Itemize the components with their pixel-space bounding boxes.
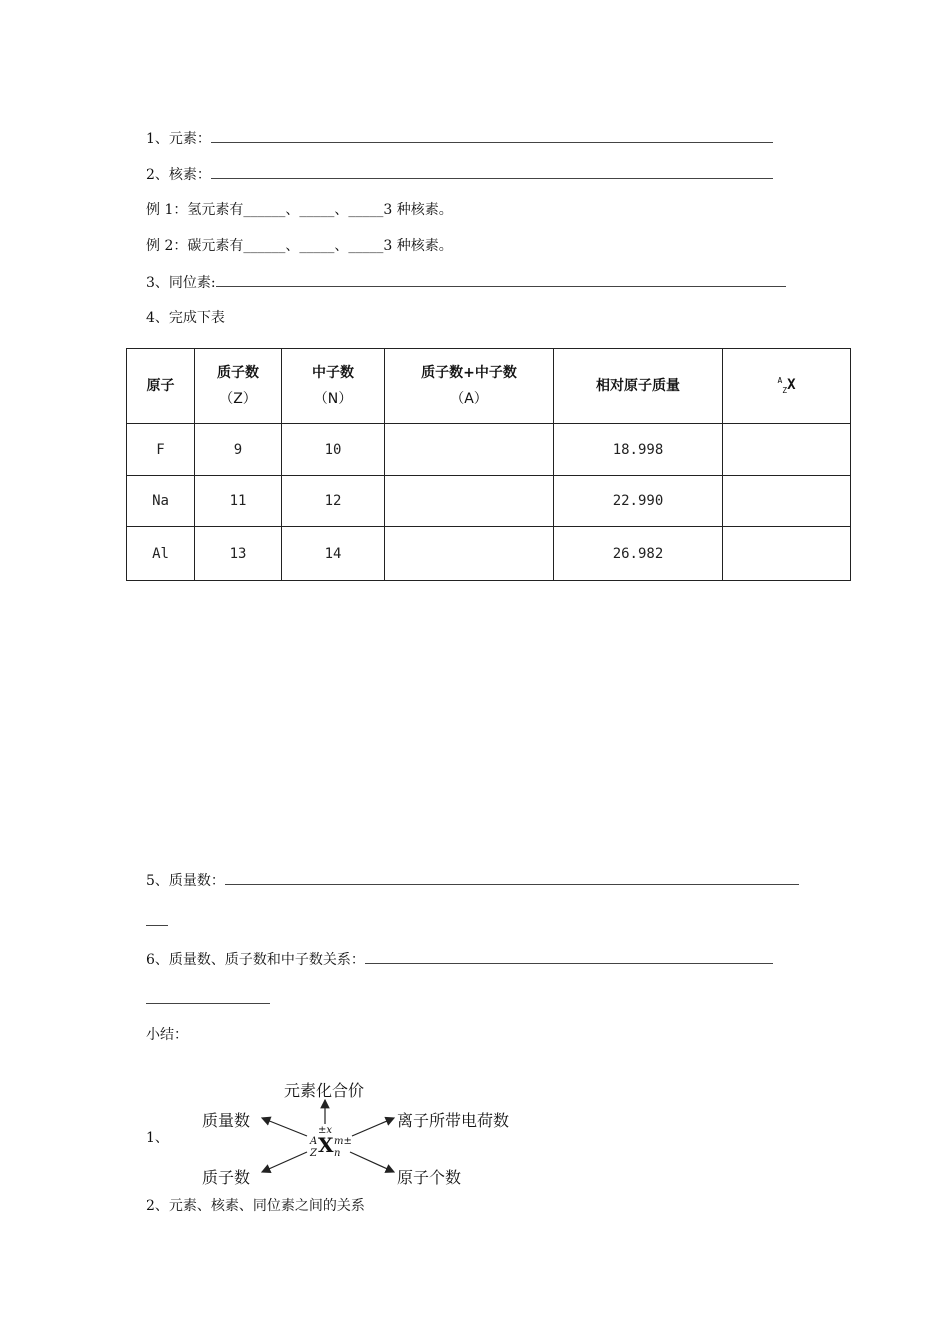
table-row	[127, 476, 851, 527]
symbol-center: X	[318, 1133, 334, 1157]
symbol-sup-right: m±	[334, 1136, 352, 1147]
item-element	[146, 129, 773, 148]
table-intro-text: 4、完成下表	[146, 310, 225, 326]
cell-n: 12	[282, 476, 385, 527]
item-relation-label: 6、质量数、质子数和中子数关系：	[146, 952, 365, 968]
relation-continuation	[146, 990, 270, 1009]
arrow-upper-left	[262, 1118, 307, 1136]
item-table-intro	[146, 309, 225, 327]
arrow-lower-left	[262, 1152, 307, 1172]
cell-mass: 26.982	[554, 527, 723, 581]
symbol-sub-right: n	[334, 1148, 341, 1159]
item-isotope-label: 3、同位素:	[146, 275, 216, 291]
label-mass-number: 质量数	[202, 1111, 251, 1130]
item-element-label: 1、元素：	[146, 131, 211, 147]
cell-n: 14	[282, 527, 385, 581]
item-nuclide-label: 2、核素：	[146, 167, 211, 183]
label-element-valence: 元素化合价	[284, 1081, 365, 1100]
relation-answer-blank[interactable]	[365, 950, 773, 964]
item-isotope	[146, 273, 786, 292]
cell-n: 10	[282, 424, 385, 476]
label-atom-count: 原子个数	[397, 1168, 462, 1187]
header-relative-atomic-mass: 相对原子质量	[554, 349, 723, 424]
item-mass-number-label: 5、质量数：	[146, 873, 225, 889]
nuclide-answer-blank[interactable]	[211, 165, 773, 179]
summary-item-2	[146, 1197, 365, 1215]
arrow-lower-right	[350, 1152, 394, 1172]
cell-a-input[interactable]	[385, 424, 554, 476]
cell-atom: Na	[127, 476, 195, 527]
symbol-sup-left: A	[310, 1136, 318, 1147]
arrow-upper-right	[352, 1118, 394, 1136]
cell-atom: F	[127, 424, 195, 476]
table-row	[127, 424, 851, 476]
cell-atom: Al	[127, 527, 195, 581]
item-relation	[146, 950, 773, 969]
atom-table	[126, 348, 851, 581]
header-neutron-number: 中子数 （N）	[282, 349, 385, 424]
example-hydrogen-text: 例 1：氢元素有______、_____、_____3 种核素。	[146, 202, 453, 218]
table-row	[127, 527, 851, 581]
summary-item-2-text: 2、元素、核素、同位素之间的关系	[146, 1198, 365, 1214]
summary-heading	[146, 1026, 188, 1044]
cell-z: 9	[195, 424, 282, 476]
mass-number-answer-blank[interactable]	[225, 871, 799, 885]
item-nuclide	[146, 165, 773, 184]
summary-item-1-label: 1、	[146, 1130, 169, 1146]
example-carbon-text: 例 2：碳元素有______、_____、_____3 种核素。	[146, 238, 453, 254]
table-header-row	[127, 349, 851, 424]
cell-mass: 22.990	[554, 476, 723, 527]
label-proton-number: 质子数	[202, 1168, 251, 1187]
header-nuclide-notation	[723, 349, 851, 424]
example-hydrogen	[146, 201, 453, 219]
summary-heading-text: 小结：	[146, 1027, 188, 1043]
cell-notation-input[interactable]	[723, 476, 851, 527]
summary-item-1	[146, 1129, 169, 1147]
cell-z: 13	[195, 527, 282, 581]
label-ion-charge: 离子所带电荷数	[397, 1111, 510, 1130]
cell-notation-input[interactable]	[723, 424, 851, 476]
notation-x: X	[787, 377, 796, 393]
notation-a: A	[777, 376, 783, 385]
cell-z: 11	[195, 476, 282, 527]
element-answer-blank[interactable]	[211, 129, 773, 143]
cell-a-input[interactable]	[385, 476, 554, 527]
item-mass-number	[146, 871, 799, 890]
symbol-top-charge: ±x	[318, 1125, 333, 1136]
header-mass-number: 质子数+中子数 （A）	[385, 349, 554, 424]
cell-mass: 18.998	[554, 424, 723, 476]
header-proton-number: 质子数 （Z）	[195, 349, 282, 424]
mass-number-answer-blank-2[interactable]	[146, 912, 168, 926]
relation-answer-blank-2[interactable]	[146, 990, 270, 1004]
isotope-answer-blank[interactable]	[216, 273, 786, 287]
mass-number-continuation	[146, 912, 168, 931]
symbol-sub-left: Z	[310, 1148, 317, 1159]
header-atom: 原子	[127, 349, 195, 424]
cell-notation-input[interactable]	[723, 527, 851, 581]
cell-a-input[interactable]	[385, 527, 554, 581]
notation-z: Z	[782, 386, 788, 395]
example-carbon	[146, 237, 453, 255]
